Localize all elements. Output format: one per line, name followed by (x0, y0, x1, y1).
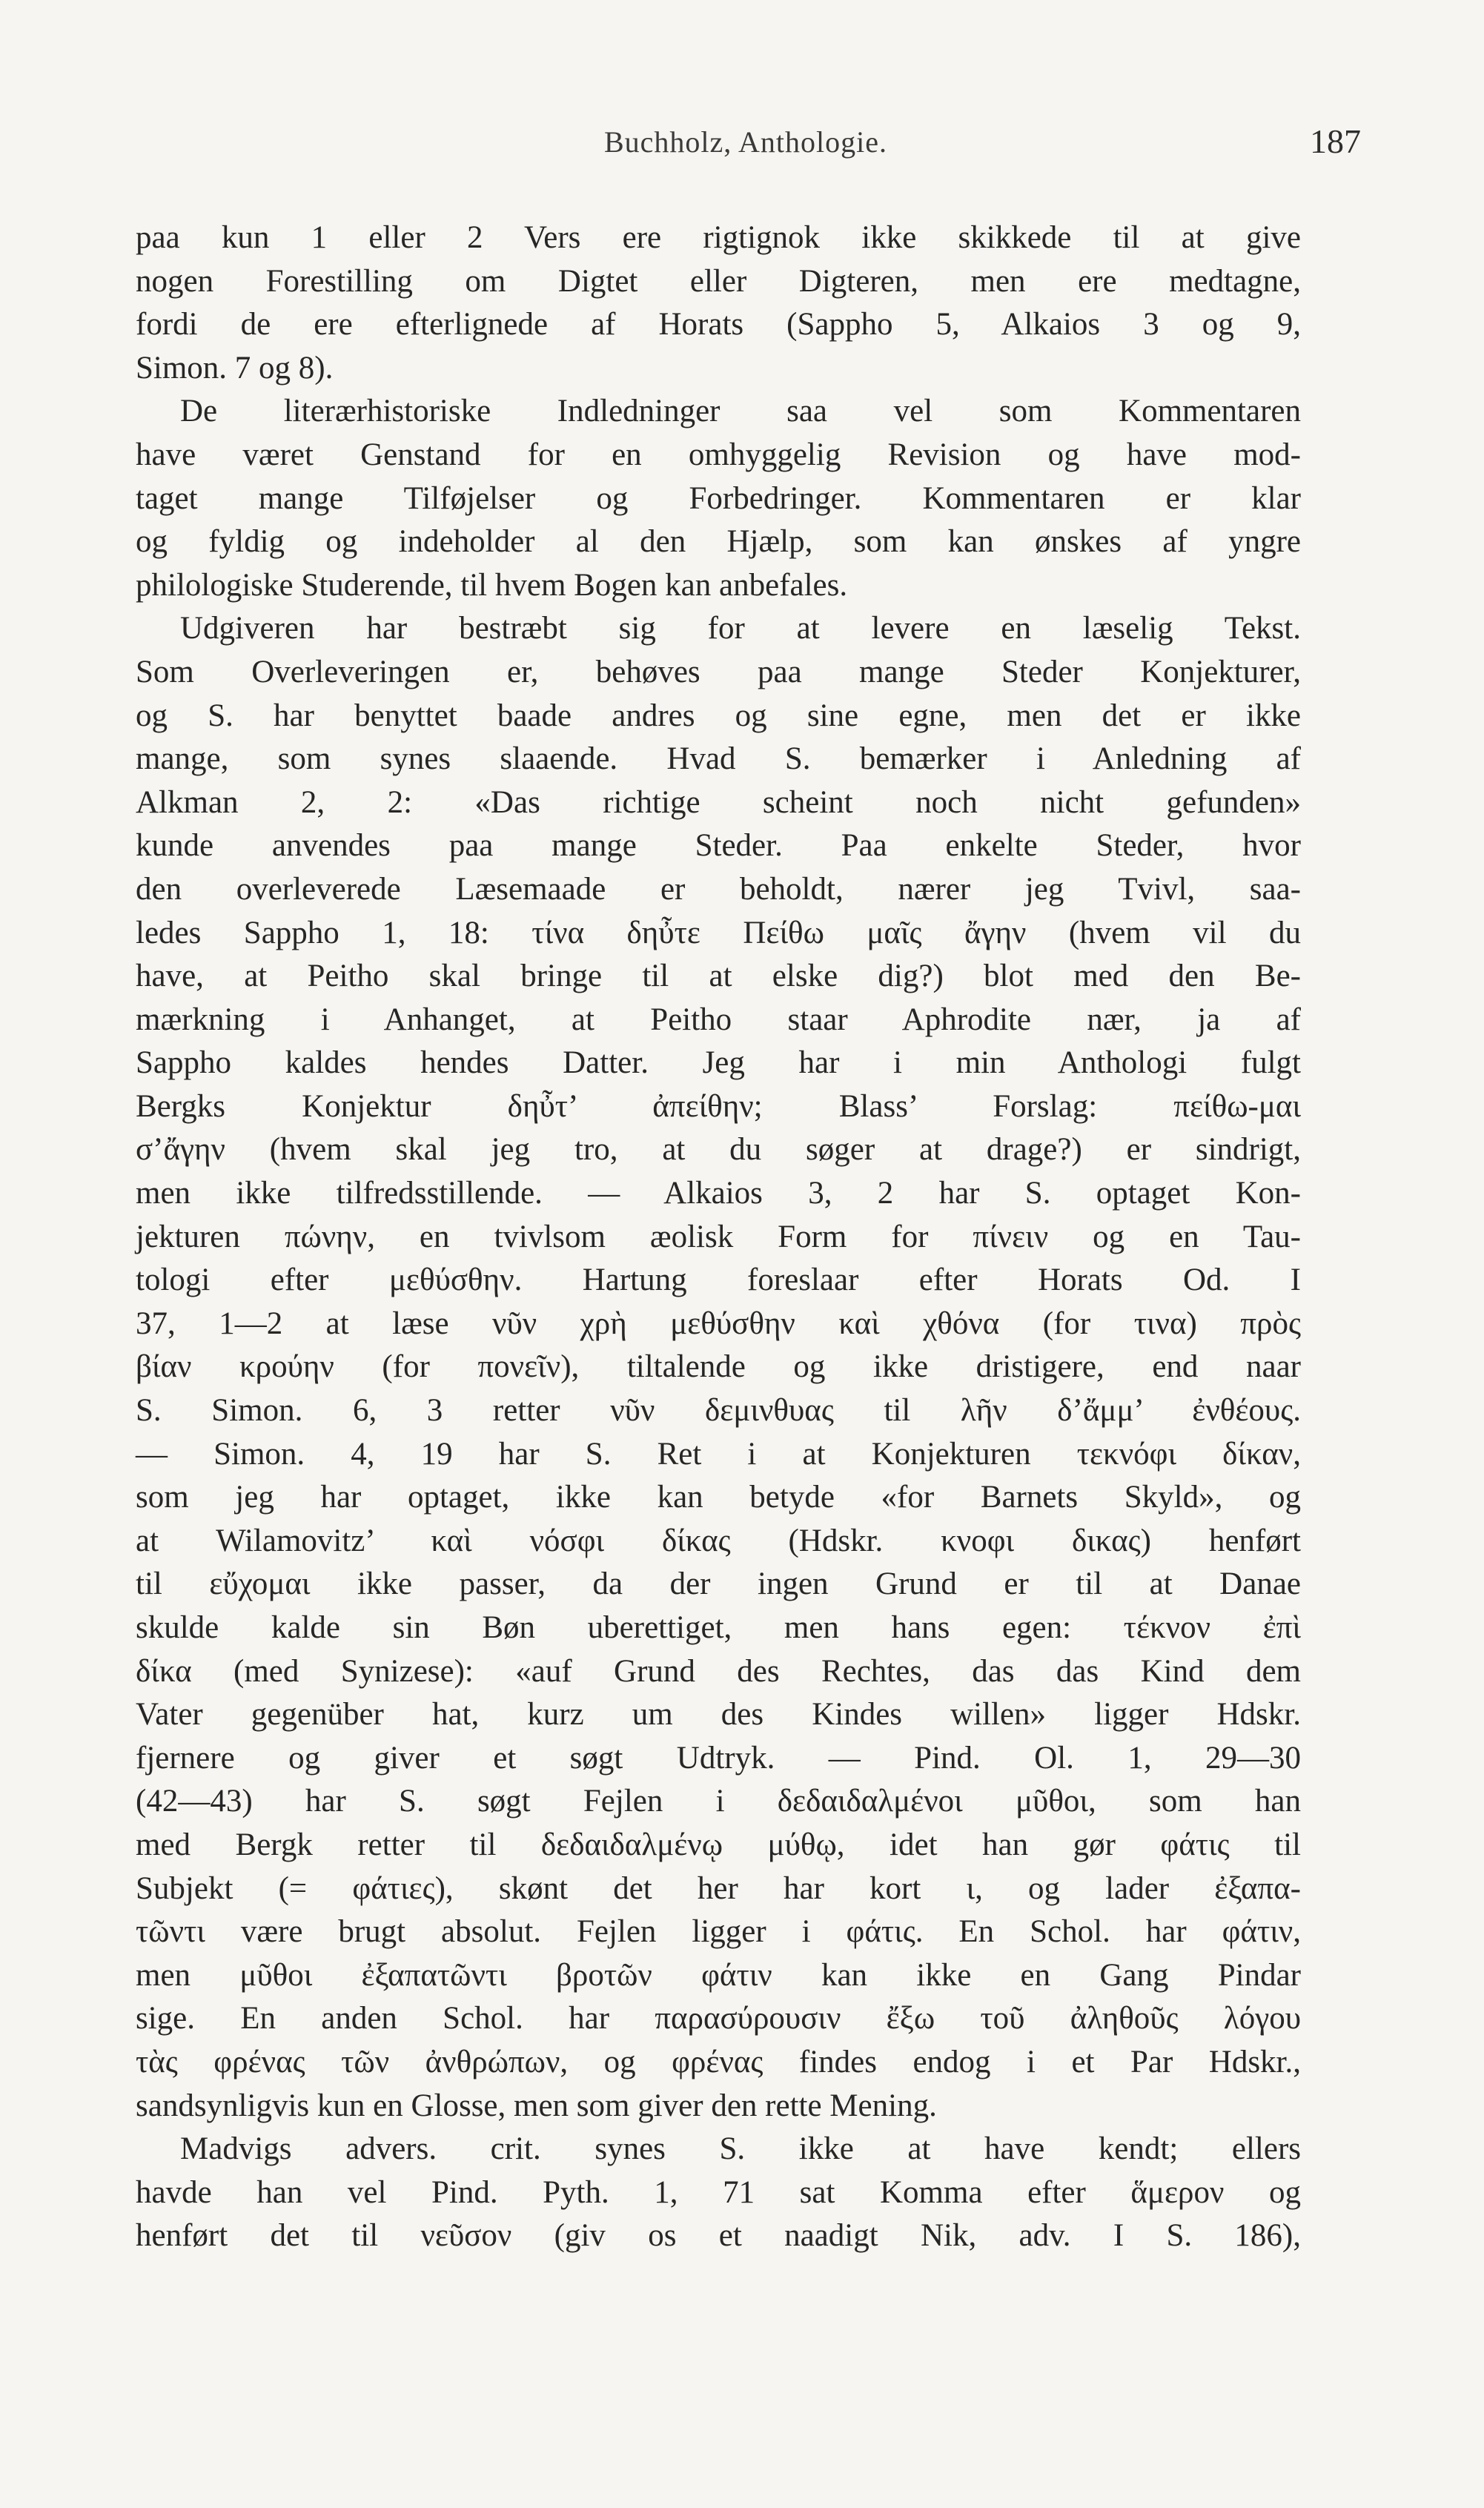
text-line: — Simon. 4, 19 har S. Ret i at Konjekturen τεκνόφι δίκαν, (136, 1436, 1301, 1472)
text-line: mange, som synes slaaende. Hvad S. bemærker i Anledning af (136, 741, 1301, 777)
page-number: 187 (1310, 122, 1361, 160)
text-line: skulde kalde sin Bøn uberettiget, men hans egen: τέκνον ἐπὶ (136, 1610, 1301, 1645)
text-line: som jeg har optaget, ikke kan betyde «for Barnets Skyld», og (136, 1480, 1301, 1515)
text-line: (42—43) har S. søgt Fejlen i δεδαιδαλμένοι μῦθοι, som han (136, 1784, 1301, 1819)
body-text (136, 216, 1301, 2258)
text-line: ledes Sappho 1, 18: τίνα δηὖτε Πείθω μαῖς ἄγην (hvem vil du (136, 915, 1301, 950)
text-line: taget mange Tilføjelser og Forbedringer. Kommentaren er klar (136, 480, 1301, 516)
text-line: at Wilamovitz’ καὶ νόσφι δίκας (Hdskr. κνοφι δικας) henført (136, 1523, 1301, 1558)
text-line: philologiske Studerende, til hvem Bogen kan anbefales. (136, 567, 848, 603)
text-line: Bergks Konjektur δηὖτ’ ἀπείθην; Blass’ Forslag: πείθω-μαι (136, 1088, 1301, 1124)
text-line: Vater gegenüber hat, kurz um des Kindes willen» ligger Hdskr. (136, 1697, 1301, 1733)
text-line: til εὔχομαι ikke passer, da der ingen Grund er til at Danae (136, 1566, 1301, 1602)
text-line: Alkman 2, 2: «Das richtige scheint noch nicht gefunden» (136, 784, 1301, 820)
text-line: jekturen πώνην, en tvivlsom æolisk Form for πίνειν og en Tau- (136, 1219, 1301, 1254)
running-title: Buchholz, Anthologie. (603, 125, 888, 159)
text-line: nogen Forestilling om Digtet eller Digteren, men ere medtagne, (136, 263, 1301, 299)
text-line: Subjekt (= φάτιες), skønt det her har kort ι, og lader ἐξαπα- (136, 1870, 1301, 1906)
text-line: sandsynligvis kun en Glosse, men som giver den rette Mening. (136, 2088, 937, 2123)
text-line: mærkning i Anhanget, at Peitho staar Aphrodite nær, ja af (136, 1002, 1301, 1037)
page-header (130, 122, 1361, 169)
text-line: paa kun 1 eller 2 Vers ere rigtignok ikke skikkede til at give (136, 220, 1301, 255)
text-line: og fyldig og indeholder al den Hjælp, som kan ønskes af yngre (136, 524, 1301, 560)
text-line: Som Overleveringen er, behøves paa mange Steder Konjekturer, (136, 654, 1301, 689)
text-line: S. Simon. 6, 3 retter νῦν δεμινθυας til λῆν δ’ἄμμ’ ἐνθέους. (136, 1393, 1301, 1429)
text-line: kunde anvendes paa mange Steder. Paa enkelte Steder, hvor (136, 828, 1301, 864)
text-line: have været Genstand for en omhyggelig Revision og have mod- (136, 437, 1301, 472)
text-line: Udgiveren har bestræbt sig for at levere en læselig Tekst. (180, 611, 1301, 646)
text-line: De literærhistoriske Indledninger saa vel som Kommentaren (180, 394, 1301, 429)
text-line: med Bergk retter til δεδαιδαλμένῳ μύθῳ, idet han gør φάτις til (136, 1827, 1301, 1862)
text-line: men ikke tilfredsstillende. — Alkaios 3, 2 har S. optaget Kon- (136, 1176, 1301, 1211)
text-line: σ’ἄγην (hvem skal jeg tro, at du søger at drage?) er sindrigt, (136, 1132, 1301, 1168)
text-line: sige. En anden Schol. har παρασύρουσιν ἔξω τοῦ ἀληθοῦς λόγου (136, 2001, 1301, 2036)
text-line: og S. har benyttet baade andres og sine egne, men det er ikke (136, 698, 1301, 733)
text-line: henført det til νεῦσον (giv os et naadigt Nik, adv. I S. 186), (136, 2218, 1301, 2254)
text-line: τῶντι være brugt absolut. Fejlen ligger i φάτις. En Schol. har φάτιν, (136, 1914, 1301, 1950)
text-line: Madvigs advers. crit. synes S. ikke at have kendt; ellers (180, 2131, 1301, 2167)
text-line: fjernere og giver et søgt Udtryk. — Pind. Ol. 1, 29—30 (136, 1740, 1301, 1776)
text-line: 37, 1—2 at læse νῦν χρὴ μεθύσθην καὶ χθόνα (for τινα) πρὸς (136, 1306, 1301, 1341)
text-line: Simon. 7 og 8). (136, 350, 334, 386)
text-line: men μῦθοι ἐξαπατῶντι βροτῶν φάτιν kan ikke en Gang Pindar (136, 1957, 1301, 1993)
text-line: βίαν κρούην (for πονεῖν), tiltalende og ikke dristigere, end naar (136, 1349, 1301, 1385)
text-line: τὰς φρένας τῶν ἀνθρώπων, og φρένας findes endog i et Par Hdskr., (136, 2044, 1301, 2079)
text-line: den overleverede Læsemaade er beholdt, nærer jeg Tvivl, saa- (136, 871, 1301, 907)
text-line: havde han vel Pind. Pyth. 1, 71 sat Komma efter ἅμερον og (136, 2174, 1301, 2210)
text-line: fordi de ere efterlignede af Horats (Sappho 5, Alkaios 3 og 9, (136, 307, 1301, 343)
text-line: have, at Peitho skal bringe til at elske dig?) blot med den Be- (136, 959, 1301, 994)
text-line: δίκα (med Synizese): «auf Grund des Rechtes, das das Kind dem (136, 1653, 1301, 1689)
text-line: tologi efter μεθύσθην. Hartung foreslaar efter Horats Od. I (136, 1263, 1301, 1298)
text-line: Sappho kaldes hendes Datter. Jeg har i min Anthologi fulgt (136, 1045, 1301, 1081)
